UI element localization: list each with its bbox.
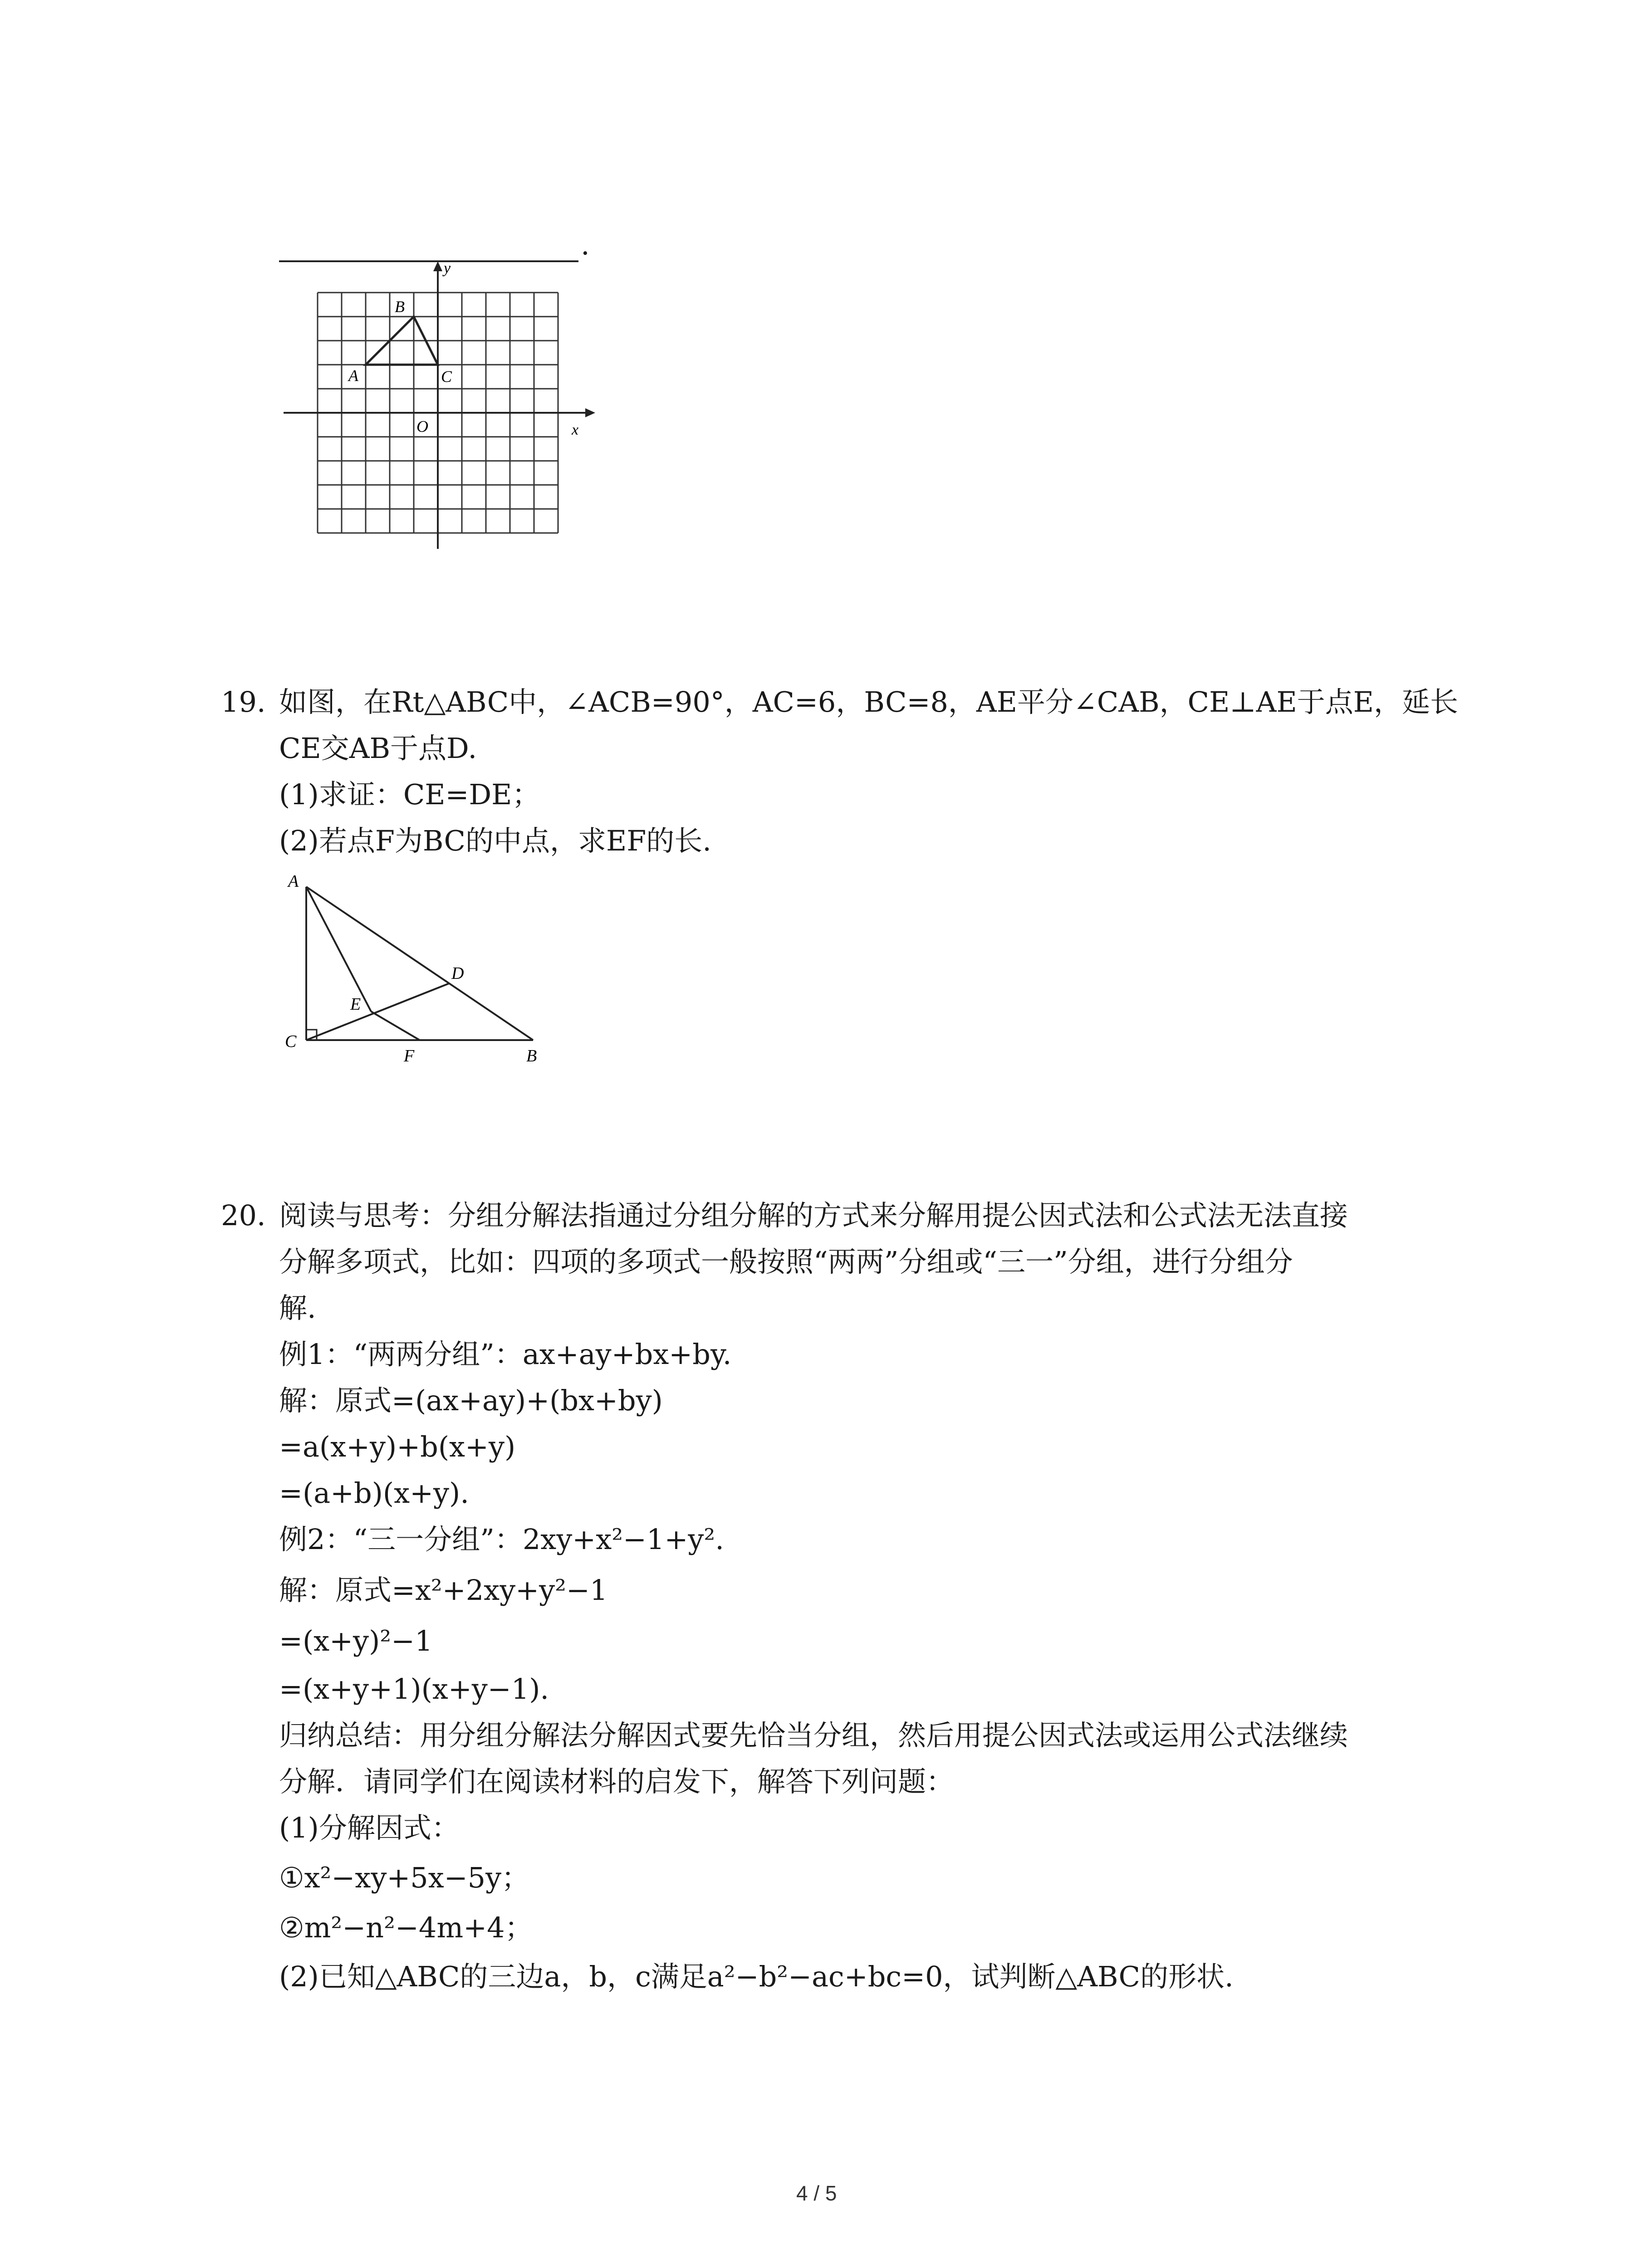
segment-cd <box>306 983 449 1040</box>
q20-example1-step1: 解：原式=(ax+ay)+(bx+by) <box>279 1384 663 1417</box>
answer-blank-period: . <box>581 228 590 261</box>
q19-stem-line1: 如图，在Rt△ABC中，∠ACB=90°，AC=6，BC=8，AE平分∠CAB，CE⊥AE于点E，延长 <box>279 685 1458 719</box>
point-label-c: C <box>441 367 452 386</box>
vertex-label-c: C <box>285 1032 297 1051</box>
q20-part1-title: (1)分解因式： <box>279 1811 460 1844</box>
q19-stem-line2: CE交AB于点D. <box>279 732 477 765</box>
q20-part1-item1: ①x²−xy+5x−5y； <box>279 1861 530 1894</box>
q19-part2: (2)若点F为BC的中点，求EF的长. <box>279 824 711 857</box>
segment-ab <box>306 887 533 1040</box>
q20-example2-step3: =(x+y+1)(x+y−1). <box>279 1672 549 1706</box>
point-label-a: A <box>348 367 358 385</box>
q20-line-3: 解. <box>279 1291 316 1325</box>
vertex-label-f: F <box>404 1046 415 1066</box>
y-axis-label: y <box>444 260 451 277</box>
segment-ae <box>306 887 371 1012</box>
page-number: 4 / 5 <box>796 2181 837 2205</box>
q20-summary-line2: 分解．请同学们在阅读材料的启发下，解答下列问题： <box>279 1765 955 1798</box>
q20-part1-item2: ②m²−n²−4m+4； <box>279 1911 533 1944</box>
question-number-20: 20. <box>221 1199 266 1232</box>
y-axis-arrow-icon <box>433 261 442 271</box>
point-label-b: B <box>395 298 405 316</box>
q20-part2: (2)已知△ABC的三边a，b，c满足a²−b²−ac+bc=0，试判断△ABC的形状. <box>279 1960 1234 1993</box>
q20-line-2: 分解多项式，比如：四项的多项式一般按照“两两”分组或“三一”分组，进行分组分 <box>279 1245 1293 1278</box>
x-axis-arrow-icon <box>585 408 595 417</box>
q19-triangle-figure <box>272 862 563 1070</box>
vertex-label-e: E <box>350 995 361 1014</box>
vertex-label-d: D <box>451 964 464 983</box>
vertex-label-b: B <box>526 1046 537 1066</box>
q20-summary-line1: 归纳总结：用分组分解法分解因式要先恰当分组，然后用提公因式法或运用公式法继续 <box>279 1719 1348 1752</box>
q20-example1-step3: =(a+b)(x+y). <box>279 1476 469 1510</box>
q20-example1-step2: =a(x+y)+b(x+y) <box>279 1430 516 1463</box>
coordinate-grid-figure <box>272 254 608 553</box>
segment-ef <box>371 1012 420 1040</box>
q19-part1: (1)求证：CE=DE； <box>279 778 540 811</box>
q20-example2-step2: =(x+y)²−1 <box>279 1624 433 1657</box>
x-axis-label: x <box>572 421 579 438</box>
question-number-19: 19. <box>221 685 266 719</box>
q20-example2-title: 例2：“三一分组”：2xy+x²−1+y². <box>279 1523 724 1556</box>
vertex-label-a: A <box>288 872 299 891</box>
q20-line-1: 阅读与思考：分组分解法指通过分组分解的方式来分解用提公因式法和公式法无法直接 <box>279 1199 1348 1232</box>
q20-example2-step1: 解：原式=x²+2xy+y²−1 <box>279 1574 608 1607</box>
origin-label: O <box>416 417 428 435</box>
q20-example1-title: 例1：“两两分组”：ax+ay+bx+by. <box>279 1338 732 1371</box>
